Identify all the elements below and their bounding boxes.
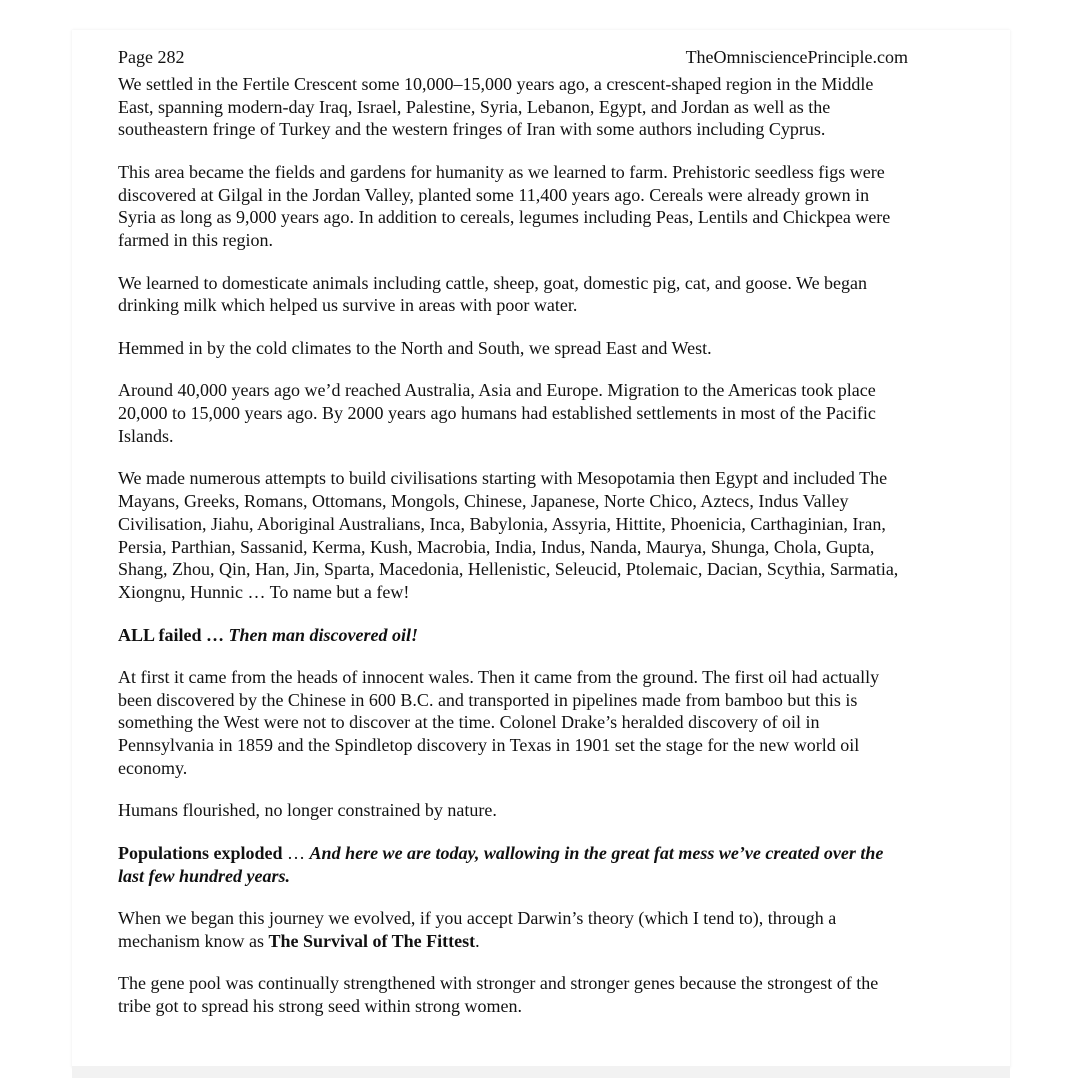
paragraph-fertile-crescent: We settled in the Fertile Crescent some 10,000–15,000 years ago, a crescent-shaped region in the Middle East, spanning modern-day Iraq, Israel, Palestine, Syria, Lebanon, Egypt, and Jordan as well as the southeastern fringe of Turkey and the western fringes of Iran with some authors including Cyprus. xyxy=(118,73,874,140)
page-content xyxy=(118,46,908,1037)
paragraph-darwin xyxy=(118,907,908,953)
document-page xyxy=(72,30,1010,1068)
paragraph-domestication: We learned to domesticate animals including cattle, sheep, goat, domestic pig, cat, and goose. We began drinking milk which helped us survive in areas with poor water. xyxy=(118,272,868,316)
all-failed-text: ALL failed … xyxy=(118,624,229,645)
paragraph-oil-history: At first it came from the heads of innocent wales. Then it came from the ground. The first oil had actually been discovered by the Chinese in 600 B.C. and transported in pipelines made from bamboo but this is something the West were not to discover at the time. Colonel Drake’s heralded discovery of oil in Pennsylvania in 1859 and the Spindletop discovery in Texas in 1901 set the stage for the new world oil economy. xyxy=(118,666,880,779)
paragraph-flourished: Humans flourished, no longer constrained by nature. xyxy=(118,800,497,821)
page-number: Page 282 xyxy=(118,47,185,67)
paragraph-populations xyxy=(118,842,908,888)
darwin-text-start: When we began this journey we evolved, if you accept Darwin’s theory (which I tend to), through a mechanism know as xyxy=(118,908,837,951)
page-bottom-edge xyxy=(72,1066,1010,1078)
paragraph-all-failed xyxy=(118,624,908,647)
darwin-text-end: . xyxy=(475,930,480,951)
discovered-oil-text: Then man discovered oil! xyxy=(228,624,419,645)
paragraph-farming: This area became the fields and gardens for humanity as we learned to farm. Prehistoric seedless figs were discovered at Gilgal in the Jordan Valley, planted some 11,400 years ago. Cereals were already grown in Syria as long as 9,000 years ago. In addition to cereals, legumes including Peas, Lentils and Chickpea were farmed in this region. xyxy=(118,161,891,251)
populations-exploded-text: Populations exploded xyxy=(118,842,283,863)
survival-of-fittest-text: The Survival of The Fittest xyxy=(268,930,476,951)
ellipsis-text: … xyxy=(282,842,310,863)
paragraph-migration: Around 40,000 years ago we’d reached Australia, Asia and Europe. Migration to the Americas took place 20,000 to 15,000 years ago. By 2000 years ago humans had established settlements in most of the Pacific Islands. xyxy=(118,380,876,446)
here-we-are-text: And here we are today, wallowing in the great fat mess we’ve created over the last few hundred years. xyxy=(118,842,884,886)
paragraph-spread: Hemmed in by the cold climates to the North and South, we spread East and West. xyxy=(118,337,712,358)
paragraph-civilisations: We made numerous attempts to build civilisations starting with Mesopotamia then Egypt and included The Mayans, Greeks, Romans, Ottomans, Mongols, Chinese, Japanese, Norte Chico, Aztecs, Indus Valley Civilisation, Jiahu, Aboriginal Australians, Inca, Babylonia, Assyria, Hittite, Phoenicia, Carthaginian, Iran, Persia, Parthian, Sassanid, Kerma, Kush, Macrobia, India, Indus, Nanda, Maurya, Shunga, Chola, Gupta, Shang, Zhou, Qin, Han, Jin, Sparta, Macedonia, Hellenistic, Seleucid, Ptolemaic, Dacian, Scythia, Sarmatia, Xiongnu, Hunnic … To name but a few! xyxy=(118,468,899,603)
site-name: TheOmnisciencePrinciple.com xyxy=(685,47,908,67)
paragraph-gene-pool: The gene pool was continually strengthened with stronger and stronger genes because the strongest of the tribe got to spread his strong seed within strong women. xyxy=(118,973,879,1017)
page-header xyxy=(118,46,908,69)
